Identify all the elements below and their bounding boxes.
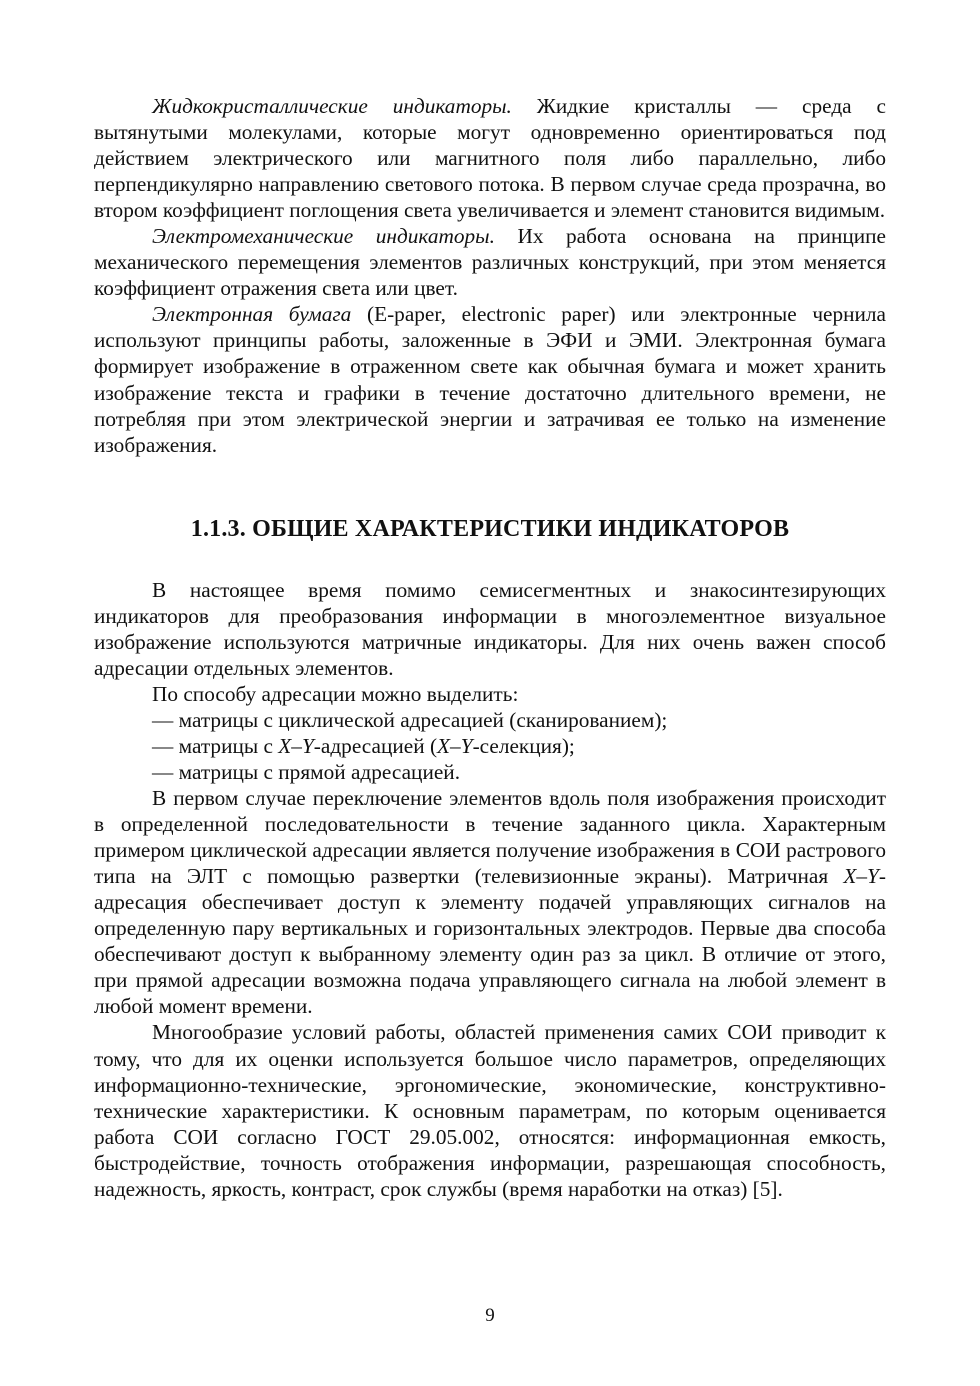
paragraph-lcd (94, 93, 886, 223)
list-item-xy-text: -адресацией ( (313, 733, 438, 758)
paragraph-intro: В настоящее время помимо семисегментных и знакосинтезирующих индикаторов для преобразования информации в многоэлементное визуальное изображение используются матричные индикаторы. Для них очень важен способ адресации отдельных элементов. (94, 577, 886, 680)
list-item-xy-text: — матрицы с (152, 733, 279, 758)
spacer (94, 543, 886, 577)
xy-term: X–Y (843, 864, 879, 889)
xy-term: X–Y (278, 733, 314, 758)
list-item-direct: — матрицы с прямой адресацией. (152, 759, 461, 784)
page-number: 9 (485, 1305, 495, 1326)
addressing-text: В первом случае переключение элементов вдоль поля изображения происходит в определенной последовательности в течение заданного цикла. Характерным примером циклической адресации является получение изображения в СОИ растрового типа на ЭЛТ с помощью развертки (телевизионные экраны). Матричная (94, 786, 886, 889)
text-lcd: Жидкие кристаллы — среда с вытянутыми молекулами, которые могут одновременно ориентироваться под действием электрического или магнитного поля либо параллельно, либо перпендикулярно направлению светового потока. В первом случае среда прозрачна, во втором коэффициент поглощения света увеличивается и элемент становится видимым. (94, 94, 886, 223)
text-electromechanical: Их работа основана на принципе механического перемещения элементов различных конструкций, при этом меняется коэффициент отражения света или цвет. (94, 224, 887, 301)
xy-term: X–Y (437, 733, 473, 758)
paragraph-epaper (94, 301, 886, 457)
addressing-text: -адресация обеспечивает доступ к элементу подачей управляющих сигналов на определенную пару вертикальных и горизонтальных электродов. Первые два способа обеспечивают доступ к выбранному элементу один раз за цикл. В отличие от этого, при прямой адресации возможна подача управляющего сигнала на любой элемент в любой момент времени. (94, 864, 886, 1019)
page-body (94, 93, 886, 1202)
paragraph-electromechanical (94, 223, 886, 301)
spacer (94, 458, 886, 516)
term-lcd: Жидкокристаллические индикаторы. (152, 94, 512, 118)
paragraph-addressing (94, 785, 886, 1019)
list-item-xy-text: -селекция); (472, 733, 575, 758)
list-item-cyclic: — матрицы с циклической адресацией (сканированием); (152, 707, 668, 732)
list-intro: По способу адресации можно выделить: (152, 681, 519, 706)
term-electromechanical: Электромеханические индикаторы. (152, 224, 495, 249)
term-epaper: Электронная бумага (152, 302, 352, 327)
list-item-xy (94, 733, 886, 759)
section-title: 1.1.3. ОБЩИЕ ХАРАКТЕРИСТИКИ ИНДИКАТОРОВ (190, 515, 790, 542)
paragraph-parameters: Многообразие условий работы, областей применения самих СОИ приводит к тому, что для их оценки используется большое число параметров, определяющих информационно-технические, эргономические, экономические, конструктивно-технические характеристики. К основным параметрам, по которым оценивается работа СОИ согласно ГОСТ 29.05.002, относятся: информационная емкость, быстродействие, точность отображения информации, разрешающая способность, надежность, яркость, контраст, срок службы (время наработки на отказ) [5]. (94, 1020, 886, 1201)
text-epaper: (E-paper, electronic paper) или электронные чернила используют принципы работы, заложенные в ЭФИ и ЭМИ. Электронная бумага формирует изображение в отраженном свете как обычная бумага и может хранить изображение текста и графики в течение достаточно длительного времени, не потребляя при этом электрической энергии и затрачивая ее только на изменение изображения. (94, 302, 887, 457)
